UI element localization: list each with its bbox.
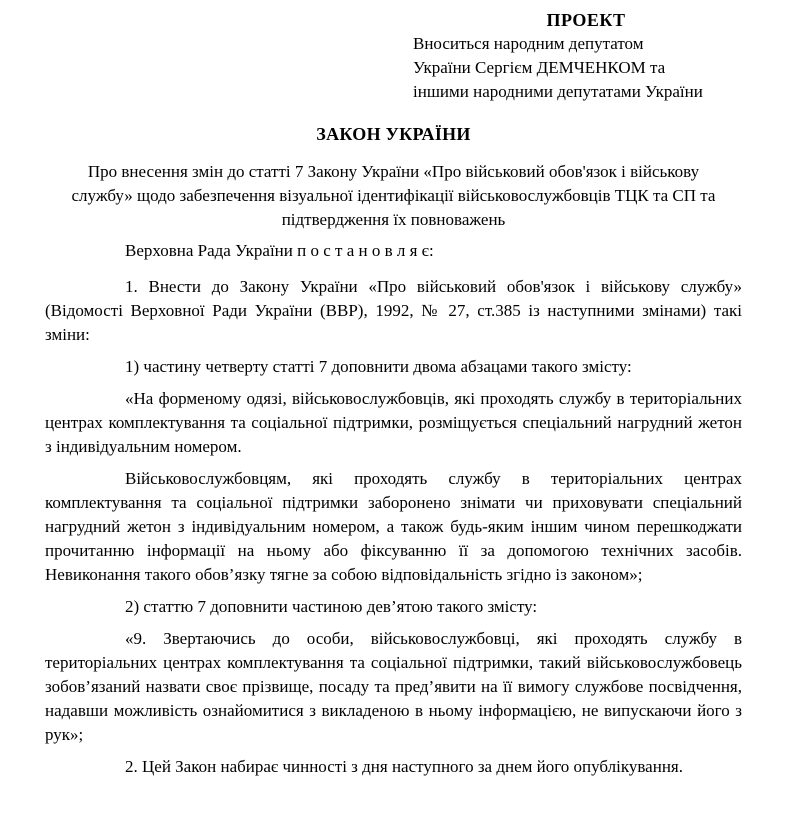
preamble: Верховна Рада України п о с т а н о в л я є: [125, 241, 434, 260]
submission-block [413, 8, 759, 104]
paragraph-3: «На форменому одязі, військовослужбовців, які проходять службу в територіальних центрах комплектування та соціальної підтримки, розміщується спеціальний нагрудний жетон з індивідуальним номером. [45, 389, 742, 456]
submission-line-3: іншими народними депутатами України [413, 82, 703, 101]
paragraph-5: 2) статтю 7 доповнити частиною дев’ятою такого змісту: [125, 597, 538, 616]
submission-line-1: Вноситься народним депутатом [413, 34, 644, 53]
law-title: Про внесення змін до статті 7 Закону України «Про військовий обов'язок і військову службу» щодо забезпечення візуальної ідентифікації військовослужбовців ТЦК та СП та підтвердження їх повноважень [71, 162, 716, 229]
paragraph-4: Військовослужбовцям, які проходять службу в територіальних центрах комплектування та соціальної підтримки заборонено знімати чи приховувати спеціальний нагрудний жетон з індивідуальним номером, а також будь-яким іншим чином перешкоджати прочитанню інформації на ньому або фіксуванню її за допомогою технічних засобів. Невиконання такого обов’язку тягне за собою відповідальність згідно із законом»; [45, 469, 742, 584]
submission-line-2: України Сергієм ДЕМЧЕНКОМ та [413, 58, 666, 77]
paragraph-7: 2. Цей Закон набирає чинності з дня наступного за днем його опублікування. [125, 757, 683, 776]
paragraph-6: «9. Звертаючись до особи, військовослужбовці, які проходять службу в територіальних центрах комплектування та соціальної підтримки, такий військовослужбовець зобов’язаний назвати своє прізвище, посаду та пред’явити на її вимогу службове посвідчення, надавши можливість ознайомитися з викладеною в ньому інформацією, не випускаючи його з рук»; [45, 629, 742, 744]
law-heading: ЗАКОН УКРАЇНИ [316, 124, 471, 144]
law-body [45, 275, 742, 779]
draft-label: ПРОЕКТ [546, 10, 626, 30]
paragraph-1: 1. Внести до Закону України «Про військовий обов'язок і військову службу» (Відомості Верховної Ради України (ВВР), 1992, № 27, ст.385 із наступними змінами) такі зміни: [45, 277, 742, 344]
paragraph-2: 1) частину четверту статті 7 доповнити двома абзацами такого змісту: [125, 357, 632, 376]
